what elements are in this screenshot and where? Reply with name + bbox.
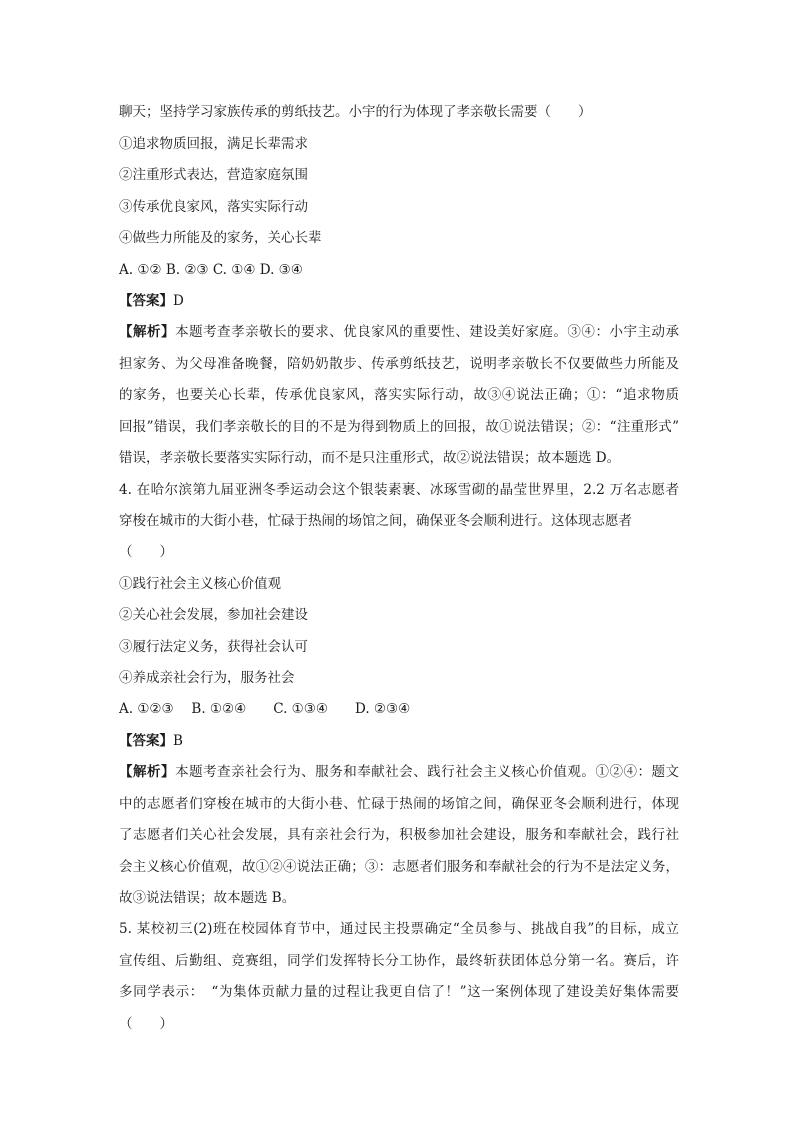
analysis-line-4: 回报”错误，我们孝亲敬长的目的不是为得到物质上的回报，故①说法错误；②：“注重形式” [119, 419, 679, 435]
analysis-line-1: 【解析】本题考查孝亲敬长的要求、优良家风的重要性、建设美好家庭。③④：小宇主动承 [119, 324, 680, 340]
question-5-stem: 5. 某校初三(2)班在校园体育节中，通过民主投票确定“全员参与、挑战自我”的目标，成立 [119, 921, 679, 937]
analysis-line-2: 担家务、为父母准备晚餐，陪奶奶散步、传承剪纸技艺，说明孝亲敬长不仅要做些力所能及 [119, 356, 679, 372]
option-2: ②注重形式表达，营造家庭氛围 [119, 167, 308, 183]
analysis-line-3: 的家务，也要关心长辈，传承优良家风，落实实际行动，故③④说法正确；①：“追求物质 [119, 387, 679, 403]
option-4: ④做些力所能及的家务，关心长辈 [119, 230, 322, 246]
q4-analysis-line-3: 了志愿者们关心社会发展，具有亲社会行为，积极参加社会建设，服务和奉献社会，践行社 [119, 827, 679, 843]
q4-option-2: ②关心社会发展，参加社会建设 [119, 607, 308, 623]
q4-analysis-line-5: 故③说法错误；故本题选 B。 [119, 890, 296, 906]
q4-option-3: ③履行法定义务，获得社会认可 [119, 639, 308, 655]
analysis-marker: 【解析】 [119, 324, 176, 340]
q4-option-4: ④养成亲社会行为，服务社会 [119, 670, 295, 686]
question-4-stem: 4. 在哈尔滨第九届亚洲冬季运动会这个银装素裹、冰琢雪砌的晶莹世界里，2.2 万名志愿者 [119, 482, 679, 498]
answer-label: 【答案】D [119, 293, 184, 309]
question-4-bracket: （ ） [119, 544, 173, 560]
q4-analysis-line-2: 中的志愿者们穿梭在城市的大街小巷、忙碌于热闹的场馆之间，确保亚冬会顺利进行，体现 [119, 796, 679, 812]
q4-option-1: ①践行社会主义核心价值观 [119, 576, 281, 592]
analysis-line-5: 错误，孝亲敬长要落实实际行动，而不是只注重形式，故②说法错误；故本题选 D。 [119, 450, 621, 466]
q4-analysis-line-4: 会主义核心价值观，故①②④说法正确；③：志愿者们服务和奉献社会的行为不是法定义务， [119, 859, 679, 875]
answer-marker: 【答案】 [119, 293, 173, 309]
question-5-bracket: （ ） [119, 1016, 173, 1032]
answer-choices: A. ①② B. ②③ C. ①④ D. ③④ [119, 262, 303, 278]
question-4-stem-2: 穿梭在城市的大街小巷，忙碌于热闹的场馆之间，确保亚冬会顺利进行。这体现志愿者 [119, 513, 632, 529]
question-stem-continuation: 聊天；坚持学习家族传承的剪纸技艺。小宇的行为体现了孝亲敬长需要（ ） [119, 104, 592, 120]
q4-answer-label: 【答案】B [119, 733, 183, 749]
q4-answer-choices: A. ①②③ B. ①②④ C. ①③④ D. ②③④ [119, 701, 411, 717]
question-5-stem-3: 多同学表示： “为集体贡献力量的过程让我更自信了！”这一案例体现了建设美好集体需要 [119, 984, 679, 1000]
answer-marker: 【答案】 [119, 733, 173, 749]
analysis-marker: 【解析】 [119, 764, 176, 780]
q4-analysis-line-1: 【解析】本题考查亲社会行为、服务和奉献社会、践行社会主义核心价值观。①②④：题文 [119, 764, 680, 780]
option-3: ③传承优良家风，落实实际行动 [119, 199, 308, 215]
question-5-stem-2: 宣传组、后勤组、竞赛组，同学们发挥特长分工协作，最终斩获团体总分第一名。赛后，许 [119, 953, 679, 969]
option-1: ①追求物质回报，满足长辈需求 [119, 136, 308, 152]
